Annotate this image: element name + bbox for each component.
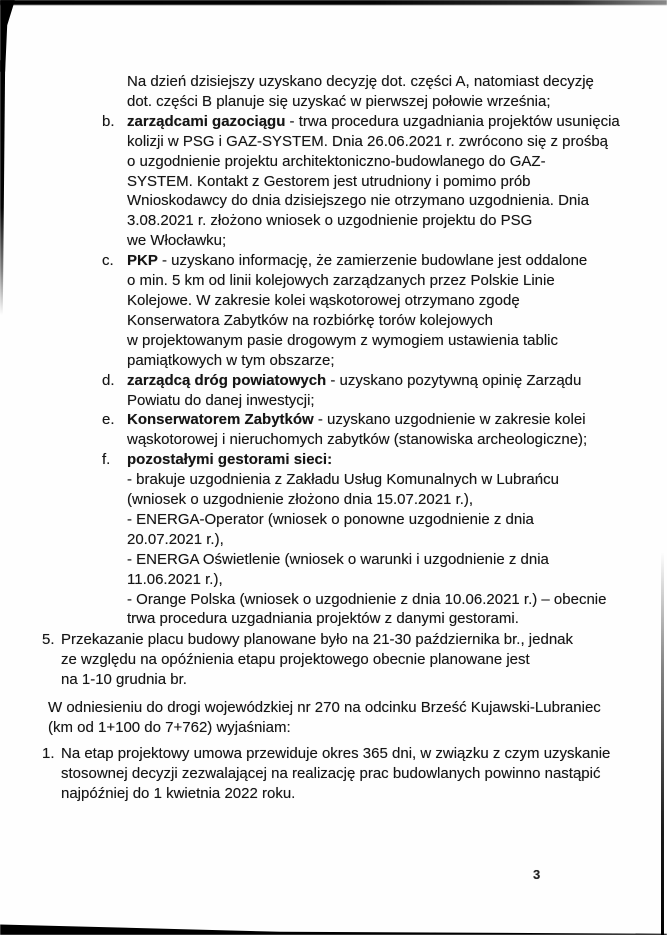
text-line: W odniesieniu do drogi wojewódzkiej nr 270 na odcinku Brześć Kujawski-Lubraniec: [48, 699, 601, 717]
list-item-body: [61, 630, 573, 690]
text-line: - Orange Polska (wniosek o uzgodnienie z dnia 10.06.2021 r.) – obecnie: [127, 590, 607, 608]
item-lead-rest: - uzyskano informację, że zamierzenie budowlane jest oddalone: [157, 252, 588, 270]
list-item-b: [102, 112, 667, 251]
item-lead-rest: - trwa procedura uzgadniania projektów usunięcia: [285, 112, 620, 130]
list-item-body: [127, 112, 620, 251]
text-line: (wniosek o uzgodnienie złożono dnia 15.07.2021 r.),: [127, 491, 474, 509]
text-line: - ENERGA Oświetlenie (wniosek o warunki i uzgodnienie z dnia: [127, 550, 549, 568]
text-line: najpóźniej do 1 kwietnia 2022 roku.: [61, 784, 296, 802]
text-line: trwa procedura uzgadniania projektów z danymi gestorami.: [127, 610, 519, 628]
item-lead-bold: zarządcą dróg powiatowych: [127, 371, 327, 389]
list-item-1: [42, 744, 667, 804]
list-marker: 1.: [42, 744, 55, 762]
text-line: w projektowanym pasie drogowym z wymogiem ustawienia tablic: [127, 331, 559, 349]
item-lead-rest: - uzyskano pozytywną opinię Zarządu: [326, 371, 582, 389]
page-number: 3: [533, 867, 541, 882]
list-item-body: [127, 371, 581, 411]
list-marker: d.: [102, 371, 115, 389]
text-line: Na dzień dzisiejszy uzyskano decyzję dot. części A, natomiast decyzję: [127, 73, 594, 90]
item-lead-bold: Konserwatorem Zabytków: [127, 411, 314, 429]
scan-edge-bottom: [0, 919, 667, 935]
text-line: [127, 251, 587, 271]
text-line: dot. części B planuje się uzyskać w pierwszej połowie września;: [127, 92, 551, 110]
scan-edge-top: [0, 0, 667, 5]
list-marker: c.: [102, 252, 114, 270]
text-line: wąskotorowej i nieruchomych zabytków (stanowiska archeologiczne);: [127, 431, 588, 449]
list-item-f: [102, 450, 667, 629]
text-line: Na etap projektowy umowa przewiduje okres 365 dni, w związku z czym uzyskanie: [61, 744, 611, 762]
list-marker: f.: [102, 451, 111, 469]
list-item-e: [102, 410, 667, 450]
text-line: ze względu na opóźnienia etapu projektowego obecnie planowane jest: [61, 651, 530, 669]
text-line: [127, 112, 620, 132]
text-line: [127, 410, 587, 430]
text-line: Przekazanie placu budowy planowane było na 21-30 października br., jednak: [61, 631, 573, 649]
text-line: - brakuje uzgodnienia z Zakładu Usług Komunalnych w Lubrańcu: [127, 471, 559, 489]
paragraph-intro-road-270: [48, 698, 667, 738]
text-line: stosownej decyzji zezwalającej na realizację prac budowlanych powinno nastąpić: [61, 764, 601, 782]
text-line: 11.06.2021 r.),: [127, 570, 223, 588]
text-line: SYSTEM. Kontakt z Gestorem jest utrudniony i pomimo prób: [127, 172, 531, 190]
text-line: kolizji w PSG i GAZ-SYSTEM. Dnia 26.06.2021 r. zwrócono się z prośbą: [127, 132, 609, 150]
text-line: o min. 5 km od linii kolejowych zarządzanych przez Polskie Linie: [127, 272, 555, 290]
text-line: o uzgodnienie projektu architektoniczno-budowlanego do GAZ-: [127, 152, 546, 170]
text-line: 3.08.2021 r. złożono wniosek o uzgodnienie projektu do PSG: [127, 212, 533, 230]
text-line: pamiątkowych w tym obszarze;: [127, 351, 335, 369]
text-line: Powiatu do danej inwestycji;: [127, 391, 315, 409]
text-line: na 1-10 grudnia br.: [61, 671, 187, 689]
text-line: 20.07.2021 r.),: [127, 530, 224, 548]
paragraph-continuation-a: [127, 72, 667, 112]
text-line: we Włocławku;: [127, 232, 227, 250]
text-line: [127, 450, 606, 470]
text-line: (km od 1+100 do 7+762) wyjaśniam:: [48, 719, 291, 736]
text-line: Kolejowe. W zakresie kolei wąskotorowej otrzymano zgodę: [127, 291, 520, 309]
text-line: - ENERGA-Operator (wniosek o ponowne uzgodnienie z dnia: [127, 510, 534, 528]
text-line: [127, 371, 581, 391]
text-line: Konserwatora Zabytków na rozbiórkę torów kolejowych: [127, 311, 493, 329]
list-item-body: [127, 251, 587, 370]
item-lead-bold: PKP: [127, 252, 158, 270]
list-item-body: [61, 744, 610, 804]
list-marker: 5.: [42, 631, 55, 649]
text-line: Wnioskodawcy do dnia dzisiejszego nie otrzymano uzgodnienia. Dnia: [127, 192, 589, 210]
list-item-5: [42, 630, 667, 690]
document-content: [0, 72, 667, 804]
item-lead-bold: zarządcami gazociągu: [127, 112, 286, 130]
item-lead-rest: - uzyskano uzgodnienie w zakresie kolei: [313, 411, 586, 429]
list-marker: e.: [102, 411, 115, 429]
list-item-body: [127, 410, 587, 450]
list-item-d: [102, 371, 667, 411]
list-item-body: [127, 450, 606, 629]
list-item-c: [102, 251, 667, 370]
list-marker: b.: [102, 112, 115, 130]
item-lead-bold: pozostałymi gestorami sieci:: [127, 451, 333, 469]
scan-edge-top-left-corner: [0, 0, 15, 72]
